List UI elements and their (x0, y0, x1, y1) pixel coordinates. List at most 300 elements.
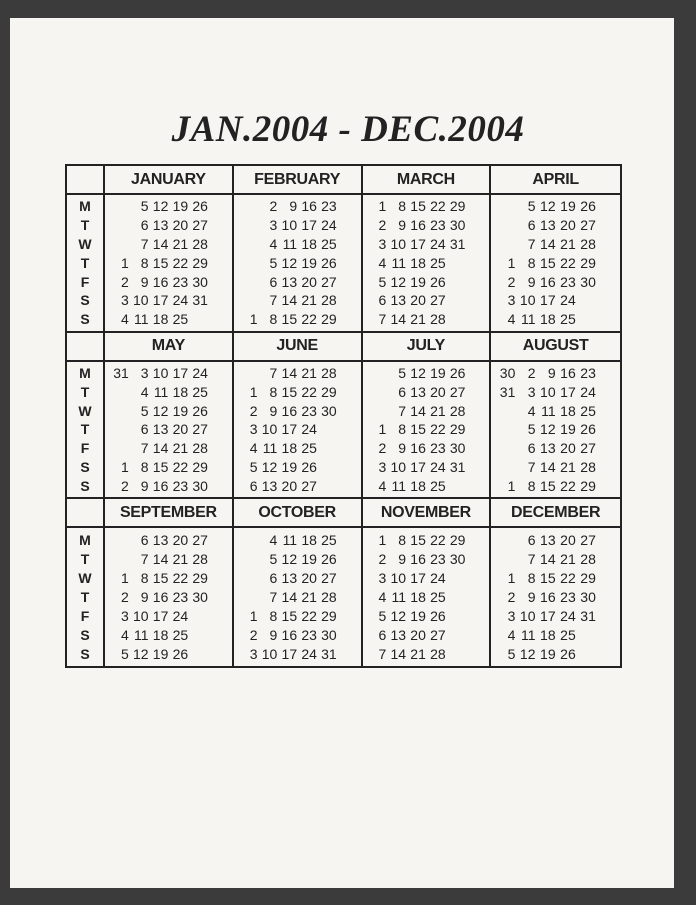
day-number: 13 (540, 531, 556, 548)
month-block-november (363, 499, 492, 666)
day-number (337, 628, 357, 642)
day-number (208, 533, 228, 547)
day-number: 27 (430, 627, 446, 644)
day-number: 27 (449, 383, 466, 400)
day-number: 31 (499, 383, 516, 400)
day-number: 6 (378, 292, 387, 309)
month-block-july (363, 333, 492, 500)
week-row (495, 571, 616, 585)
day-number: 17 (152, 608, 169, 625)
day-number (596, 366, 616, 380)
day-number: 10 (152, 365, 169, 382)
day-number (317, 460, 337, 474)
day-number (495, 460, 515, 474)
day-number: 8 (527, 477, 536, 494)
day-number: 7 (398, 402, 407, 419)
day-number: 7 (527, 235, 536, 252)
week-row (495, 479, 616, 493)
day-number: 8 (269, 608, 278, 625)
day-number (596, 199, 616, 213)
week-row (238, 237, 357, 251)
day-number: 30 (449, 440, 466, 457)
day-number (495, 533, 515, 547)
day-number: 1 (249, 608, 258, 625)
day-number (465, 533, 485, 547)
day-number: 12 (152, 198, 169, 215)
day-number: 12 (540, 198, 556, 215)
day-number (465, 647, 485, 661)
day-number: 8 (527, 254, 536, 271)
day-number: 28 (192, 235, 208, 252)
week-row (367, 366, 486, 380)
day-number: 27 (321, 273, 337, 290)
day-number: 15 (410, 198, 426, 215)
day-number (238, 533, 258, 547)
day-number: 18 (540, 627, 556, 644)
day-number: 12 (390, 608, 407, 625)
day-number (465, 237, 485, 251)
day-number: 24 (430, 235, 446, 252)
week-row (367, 647, 486, 661)
day-number: 19 (172, 198, 189, 215)
day-number (446, 647, 466, 661)
day-number: 14 (152, 235, 169, 252)
day-number: 2 (249, 402, 258, 419)
week-row (495, 609, 616, 623)
weekday-label: M (79, 365, 91, 382)
week-row (238, 479, 357, 493)
day-number: 13 (540, 217, 556, 234)
day-number: 28 (192, 440, 208, 457)
day-number (337, 293, 357, 307)
day-number: 11 (134, 311, 149, 328)
day-number (465, 422, 485, 436)
day-number: 28 (580, 550, 596, 567)
day-number: 30 (321, 627, 337, 644)
day-number: 3 (527, 383, 536, 400)
day-number: 26 (580, 421, 596, 438)
day-number: 15 (410, 531, 426, 548)
day-number: 20 (281, 477, 298, 494)
week-row (238, 628, 357, 642)
day-number: 19 (410, 273, 426, 290)
day-number: 1 (120, 254, 129, 271)
day-number: 14 (540, 550, 556, 567)
day-number: 12 (152, 402, 169, 419)
day-number (337, 275, 357, 289)
weekday-label: T (80, 254, 90, 271)
week-row (367, 385, 486, 399)
week-row (495, 256, 616, 270)
weekday-label: F (80, 440, 90, 457)
day-number: 4 (378, 589, 387, 606)
day-number: 9 (140, 589, 149, 606)
week-row (367, 404, 486, 418)
day-number (208, 237, 228, 251)
day-number: 31 (580, 608, 596, 625)
day-number: 22 (172, 459, 189, 476)
day-number: 15 (281, 383, 298, 400)
week-row (109, 609, 228, 623)
day-number (596, 256, 616, 270)
day-number: 29 (449, 421, 466, 438)
week-row (367, 552, 486, 566)
day-number: 6 (269, 570, 278, 587)
month-name: DECEMBER (491, 499, 620, 528)
week-row (238, 293, 357, 307)
day-number (208, 256, 228, 270)
day-number: 21 (560, 550, 576, 567)
day-number (238, 275, 258, 289)
weekday-label: T (80, 550, 90, 567)
day-number: 30 (192, 477, 208, 494)
day-number: 16 (281, 627, 298, 644)
day-number (208, 552, 228, 566)
day-number: 26 (321, 254, 337, 271)
day-number: 20 (410, 627, 426, 644)
day-number: 7 (527, 459, 536, 476)
week-row (109, 385, 228, 399)
day-number: 10 (519, 608, 536, 625)
day-number: 15 (410, 421, 426, 438)
week-row (109, 571, 228, 585)
day-number (208, 218, 228, 232)
day-number (208, 366, 228, 380)
day-number: 3 (120, 608, 129, 625)
weekday-label: T (80, 421, 90, 438)
day-number (188, 628, 208, 642)
day-number: 10 (261, 421, 278, 438)
day-number: 6 (527, 217, 536, 234)
day-number: 8 (398, 198, 407, 215)
week-row (367, 571, 486, 585)
weekday-column (67, 333, 105, 500)
day-number: 27 (301, 477, 317, 494)
day-number (576, 628, 596, 642)
day-number: 19 (560, 421, 576, 438)
day-number: 4 (140, 383, 149, 400)
day-number: 4 (269, 531, 278, 548)
day-number: 5 (378, 273, 387, 290)
day-number (337, 199, 357, 213)
day-number (446, 293, 466, 307)
day-number: 16 (301, 198, 317, 215)
day-number: 25 (430, 254, 446, 271)
day-number: 25 (430, 477, 446, 494)
day-number: 26 (560, 646, 576, 663)
day-number: 11 (262, 440, 278, 457)
day-number: 10 (261, 646, 278, 663)
day-number: 12 (410, 365, 426, 382)
day-number: 21 (172, 550, 189, 567)
day-number: 28 (580, 235, 596, 252)
day-number (109, 199, 129, 213)
day-number: 14 (281, 292, 298, 309)
month-block-september (105, 499, 234, 666)
day-number: 8 (269, 383, 278, 400)
day-number (337, 590, 357, 604)
day-number: 18 (540, 311, 556, 328)
day-number (208, 460, 228, 474)
day-number (208, 441, 228, 455)
day-number: 19 (540, 646, 556, 663)
day-number (495, 441, 515, 455)
day-number (337, 479, 357, 493)
day-number: 13 (152, 531, 169, 548)
day-number (446, 609, 466, 623)
day-number: 2 (527, 365, 536, 382)
day-number: 4 (120, 311, 129, 328)
day-number (238, 571, 258, 585)
day-number (109, 218, 129, 232)
day-number: 20 (560, 531, 576, 548)
day-number: 17 (540, 292, 556, 309)
day-number: 23 (301, 402, 317, 419)
day-number: 13 (540, 440, 556, 457)
day-number: 29 (449, 198, 466, 215)
day-number: 3 (249, 646, 258, 663)
weekday-label: T (80, 383, 90, 400)
day-number: 2 (378, 550, 387, 567)
day-number: 2 (378, 217, 387, 234)
week-row (367, 590, 486, 604)
day-number (495, 404, 515, 418)
day-number (238, 256, 258, 270)
day-number: 23 (580, 365, 596, 382)
day-number: 9 (527, 589, 536, 606)
day-number (465, 199, 485, 213)
week-row (495, 199, 616, 213)
day-number: 13 (281, 570, 298, 587)
day-number: 14 (410, 402, 426, 419)
day-number: 6 (527, 531, 536, 548)
day-number: 17 (410, 570, 426, 587)
day-number: 5 (507, 646, 516, 663)
day-number: 14 (390, 311, 407, 328)
day-number: 17 (410, 235, 426, 252)
day-number (465, 275, 485, 289)
day-number: 3 (140, 365, 149, 382)
week-row (367, 628, 486, 642)
day-number: 17 (410, 459, 426, 476)
day-number: 26 (321, 550, 337, 567)
day-number (337, 609, 357, 623)
month-name: FEBRUARY (234, 166, 361, 195)
day-number: 23 (430, 217, 446, 234)
weekday-label: M (79, 198, 91, 215)
day-number: 9 (398, 440, 407, 457)
day-number (465, 460, 485, 474)
day-number: 11 (282, 531, 298, 548)
day-number: 16 (410, 550, 426, 567)
day-number: 12 (261, 459, 278, 476)
day-number: 10 (133, 292, 149, 309)
week-row (367, 422, 486, 436)
day-number: 7 (269, 589, 278, 606)
day-number: 26 (430, 608, 446, 625)
day-number (188, 312, 208, 326)
day-number: 26 (580, 198, 596, 215)
weekday-label: W (78, 402, 92, 419)
week-row (238, 460, 357, 474)
day-number: 16 (410, 440, 426, 457)
day-number: 1 (120, 570, 129, 587)
day-number: 14 (281, 365, 298, 382)
week-row (238, 441, 357, 455)
day-number: 16 (410, 217, 426, 234)
day-number (465, 479, 485, 493)
day-number: 18 (301, 235, 317, 252)
day-number: 20 (172, 531, 189, 548)
week-row (238, 275, 357, 289)
day-number (238, 293, 258, 307)
week-row (238, 571, 357, 585)
day-number: 25 (430, 589, 446, 606)
day-number: 25 (580, 402, 596, 419)
day-number: 21 (560, 459, 576, 476)
day-number (337, 385, 357, 399)
day-number: 11 (541, 402, 556, 419)
day-number: 17 (540, 608, 556, 625)
day-number: 14 (540, 235, 556, 252)
day-number: 2 (507, 273, 516, 290)
week-row (238, 385, 357, 399)
weekday-label: S (80, 477, 90, 494)
day-number: 23 (172, 477, 189, 494)
day-number: 29 (580, 570, 596, 587)
day-number: 21 (172, 440, 189, 457)
day-number: 8 (527, 570, 536, 587)
day-number: 5 (269, 550, 278, 567)
day-number: 25 (172, 627, 189, 644)
day-number: 20 (301, 273, 317, 290)
day-number: 22 (301, 311, 317, 328)
weekday-label: S (80, 627, 90, 644)
day-number: 2 (120, 589, 129, 606)
day-number (109, 237, 129, 251)
week-row (367, 479, 486, 493)
day-number: 14 (540, 459, 556, 476)
day-number: 25 (192, 383, 208, 400)
day-number (596, 479, 616, 493)
day-number: 19 (430, 365, 446, 382)
day-number: 28 (430, 646, 446, 663)
day-number: 21 (410, 311, 426, 328)
month-name: APRIL (491, 166, 620, 195)
day-number: 5 (140, 198, 149, 215)
day-number: 2 (378, 440, 387, 457)
day-number: 27 (430, 292, 446, 309)
day-number: 13 (152, 217, 169, 234)
week-row (238, 404, 357, 418)
month-name: JUNE (234, 333, 361, 362)
weekday-label: S (80, 311, 90, 328)
day-number (188, 609, 208, 623)
week-row (238, 218, 357, 232)
day-number (337, 218, 357, 232)
day-number: 24 (430, 570, 446, 587)
day-number: 22 (172, 570, 189, 587)
week-row (109, 479, 228, 493)
week-row (109, 312, 228, 326)
day-number (367, 385, 387, 399)
day-number (337, 647, 357, 661)
week-row (495, 552, 616, 566)
day-number: 12 (519, 646, 536, 663)
day-number: 23 (172, 273, 189, 290)
weekday-label: F (80, 608, 90, 625)
day-number: 21 (172, 235, 189, 252)
day-number: 28 (449, 402, 466, 419)
day-number: 7 (269, 292, 278, 309)
day-number: 2 (249, 627, 258, 644)
day-number: 19 (152, 646, 169, 663)
day-number (495, 422, 515, 436)
day-number: 11 (520, 627, 536, 644)
week-row (109, 441, 228, 455)
day-number: 6 (140, 217, 149, 234)
day-number: 24 (172, 292, 189, 309)
week-row (367, 199, 486, 213)
day-number (596, 552, 616, 566)
day-number: 23 (172, 589, 189, 606)
day-number (337, 312, 357, 326)
day-number: 8 (398, 531, 407, 548)
day-number (238, 366, 258, 380)
day-number: 26 (192, 198, 208, 215)
week-row (495, 422, 616, 436)
day-number (238, 218, 258, 232)
day-number: 22 (430, 421, 446, 438)
day-number: 9 (547, 365, 556, 382)
day-number: 7 (140, 550, 149, 567)
day-number: 19 (410, 608, 426, 625)
day-number: 24 (580, 383, 596, 400)
day-number (465, 385, 485, 399)
day-number: 22 (560, 254, 576, 271)
day-number (337, 533, 357, 547)
day-number (596, 422, 616, 436)
week-row (495, 460, 616, 474)
day-number: 20 (172, 421, 189, 438)
day-number: 25 (172, 311, 189, 328)
week-row (367, 312, 486, 326)
day-number (208, 479, 228, 493)
day-number: 21 (301, 589, 317, 606)
week-row (109, 293, 228, 307)
week-row (109, 218, 228, 232)
day-number: 10 (540, 383, 556, 400)
day-number: 16 (281, 402, 298, 419)
day-number (596, 441, 616, 455)
day-number (238, 552, 258, 566)
week-row (495, 312, 616, 326)
day-number: 20 (301, 570, 317, 587)
day-number: 9 (398, 217, 407, 234)
day-number: 6 (398, 383, 407, 400)
day-number (337, 256, 357, 270)
day-number (109, 385, 129, 399)
day-number (446, 571, 466, 585)
day-number: 29 (192, 459, 208, 476)
day-number: 23 (560, 589, 576, 606)
weekday-label: S (80, 646, 90, 663)
weekday-label: F (80, 273, 90, 290)
week-row (367, 275, 486, 289)
day-number (208, 199, 228, 213)
day-number: 29 (580, 254, 596, 271)
day-number: 27 (580, 217, 596, 234)
